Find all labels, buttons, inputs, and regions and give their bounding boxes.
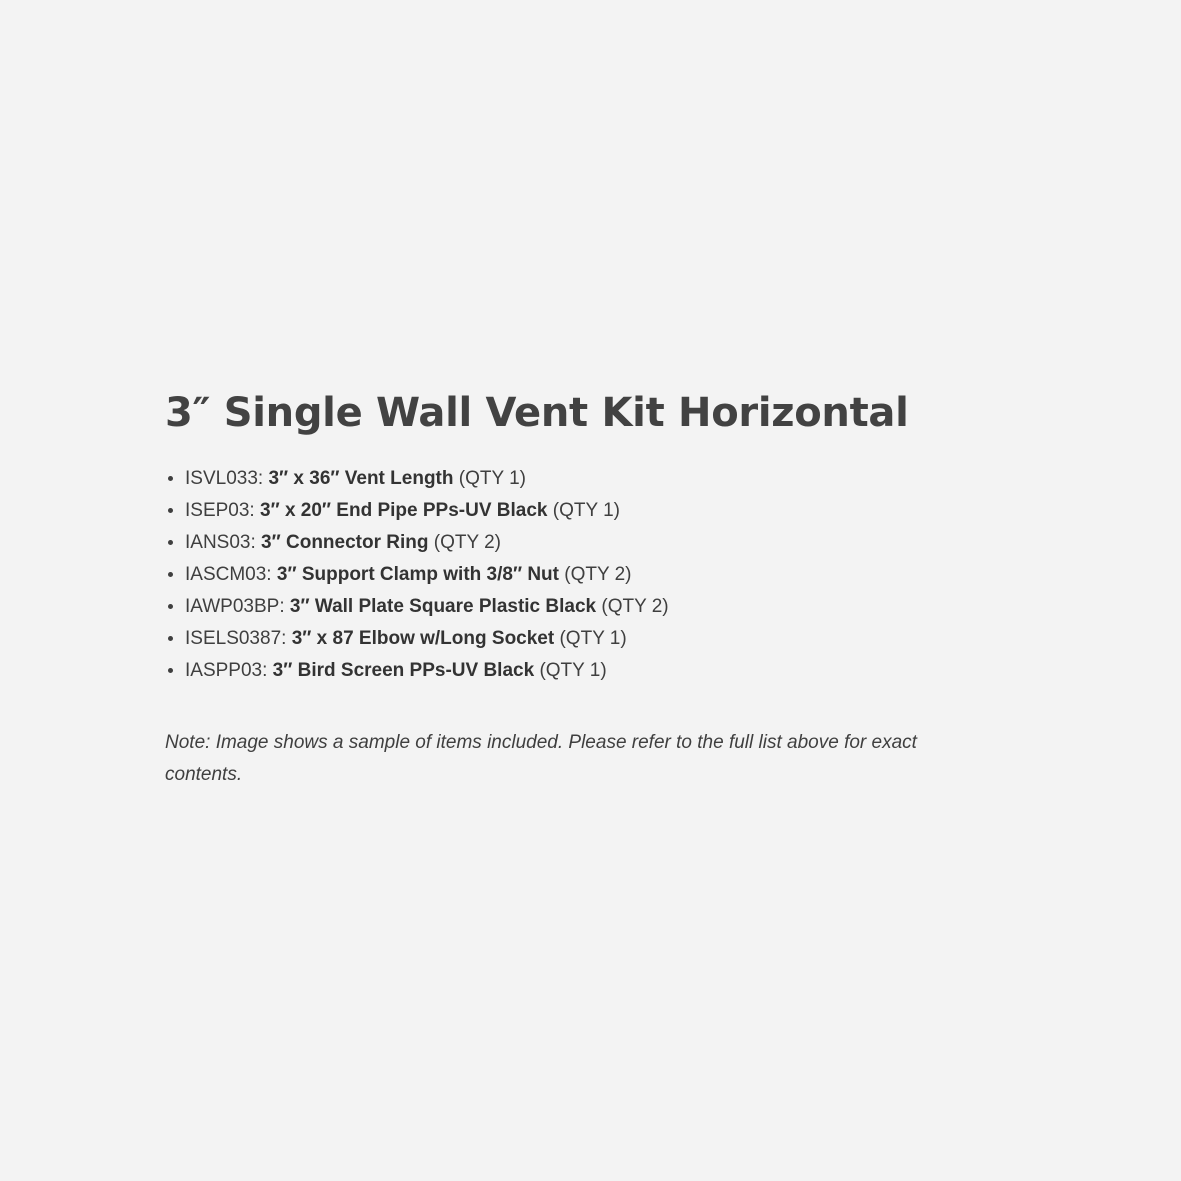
list-item: [185, 495, 965, 527]
list-item: [185, 559, 965, 591]
item-code: ISELS0387:: [185, 628, 287, 649]
item-code: IASCM03:: [185, 564, 272, 585]
item-quantity: (QTY 2): [433, 532, 501, 553]
kit-item-list: [165, 463, 965, 687]
item-quantity: (QTY 2): [601, 596, 669, 617]
list-item: [185, 463, 965, 495]
list-item: [185, 591, 965, 623]
kit-contents: [165, 384, 965, 791]
item-name: 3″ x 36″ Vent Length: [268, 468, 454, 489]
item-code: ISVL033:: [185, 468, 264, 489]
item-name: 3″ Bird Screen PPs-UV Black: [272, 660, 535, 681]
item-name: 3″ Support Clamp with 3/8″ Nut: [276, 564, 559, 585]
item-quantity: (QTY 1): [458, 468, 526, 489]
page-title: 3″ Single Wall Vent Kit Horizontal: [165, 390, 909, 436]
item-quantity: (QTY 1): [559, 628, 627, 649]
item-code: ISEP03:: [185, 500, 255, 521]
item-code: IASPP03:: [185, 660, 268, 681]
item-quantity: (QTY 1): [552, 500, 620, 521]
item-quantity: (QTY 1): [539, 660, 607, 681]
item-code: IAWP03BP:: [185, 596, 285, 617]
contents-note: Note: Image shows a sample of items included. Please refer to the full list above for exact contents.: [165, 732, 917, 785]
item-name: 3″ x 87 Elbow w/Long Socket: [291, 628, 555, 649]
list-item: [185, 655, 965, 687]
item-name: 3″ Wall Plate Square Plastic Black: [289, 596, 597, 617]
item-name: 3″ Connector Ring: [261, 532, 429, 553]
list-item: [185, 527, 965, 559]
item-name: 3″ x 20″ End Pipe PPs-UV Black: [260, 500, 548, 521]
item-code: IANS03:: [185, 532, 256, 553]
list-item: [185, 623, 965, 655]
item-quantity: (QTY 2): [564, 564, 632, 585]
